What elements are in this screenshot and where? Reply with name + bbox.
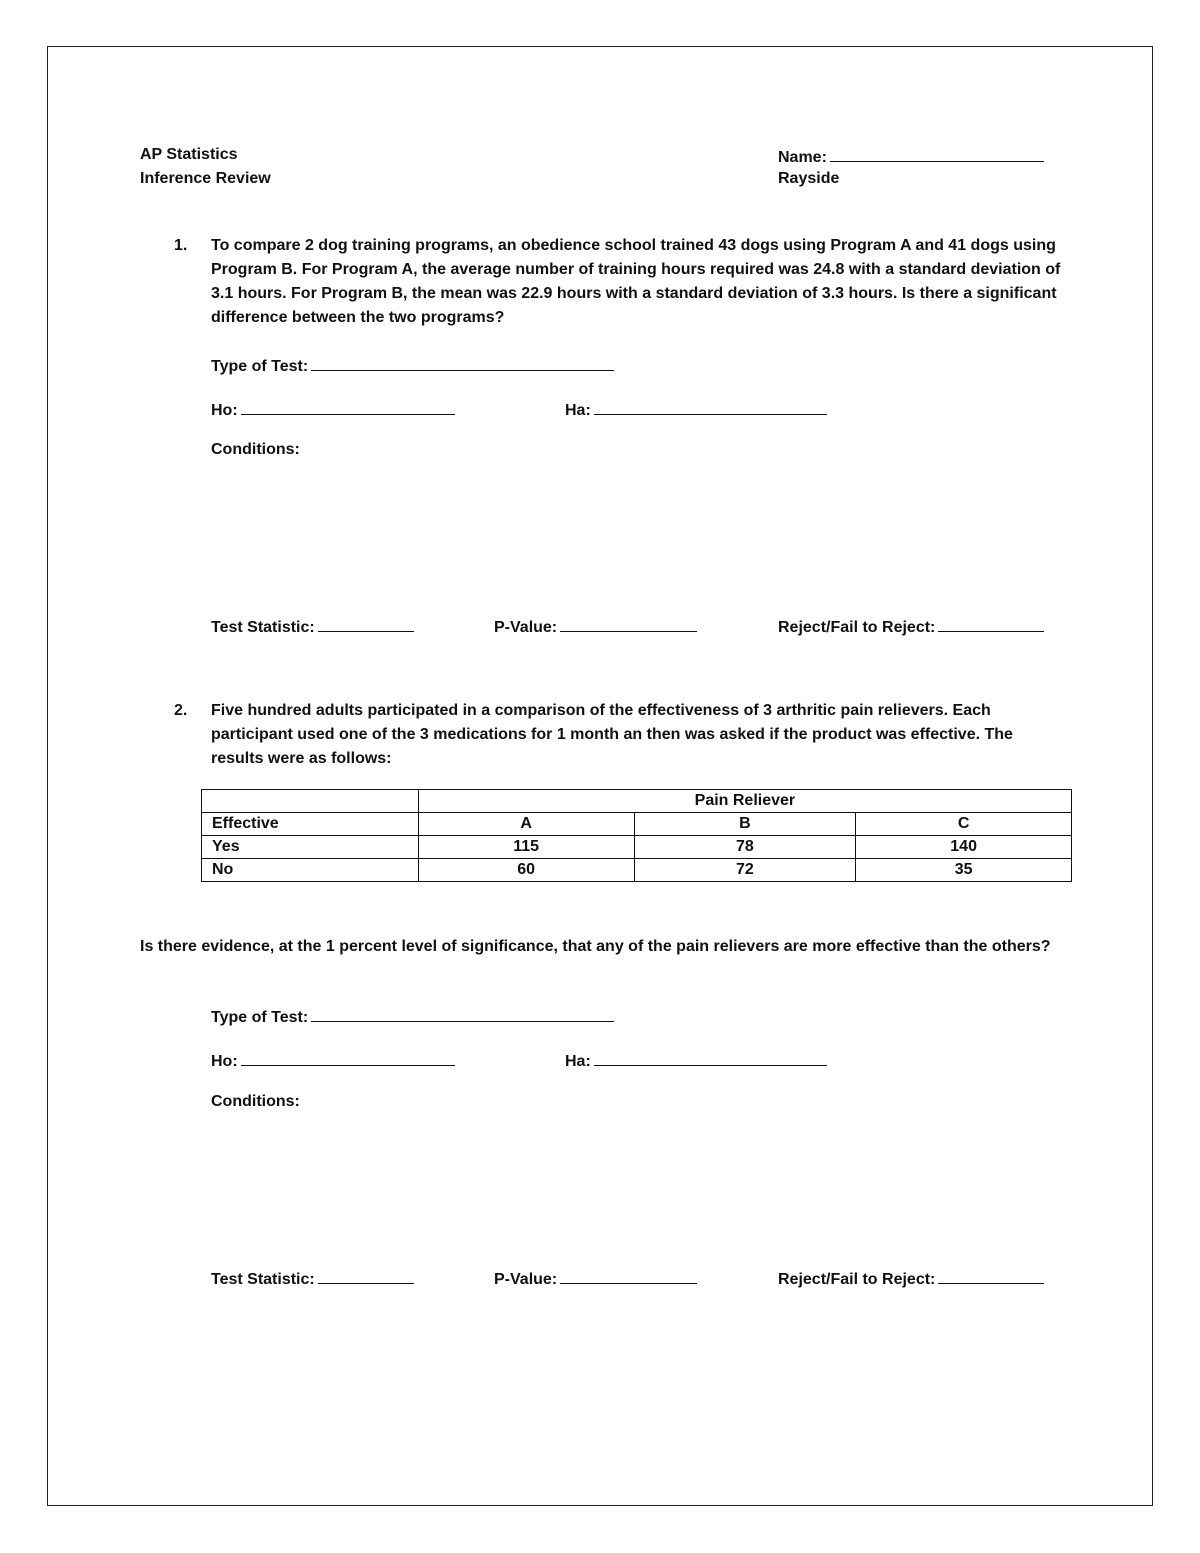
table-column-header: A [418,813,634,836]
table-cell: 115 [418,836,634,859]
q2-ho-label: Ho: [211,1053,238,1070]
table-cell: 140 [856,836,1072,859]
q2-conditions-label: Conditions: [211,1093,300,1110]
q1-p-value-field[interactable] [494,615,697,638]
q1-ha-field[interactable] [565,398,827,421]
pain-reliever-table [201,789,1072,882]
name-label: Name: [778,149,827,166]
table-row-label: No [202,859,419,882]
q2-p-value-label: P-Value: [494,1271,558,1288]
table-cell: 78 [634,836,856,859]
name-field[interactable] [778,145,1044,168]
q2-type-of-test-field[interactable] [211,1005,614,1028]
table-cell: 60 [418,859,634,882]
q2-type-of-test-blank[interactable] [311,1005,614,1022]
q2-ho-blank[interactable] [241,1049,455,1066]
q2-type-of-test-label: Type of Test: [211,1009,309,1026]
q2-test-statistic-field[interactable] [211,1267,414,1290]
q1-ha-label: Ha: [565,402,591,419]
q1-conditions-label: Conditions: [211,441,300,458]
table-row-label: Yes [202,836,419,859]
q1-type-of-test-label: Type of Test: [211,358,309,375]
q1-test-statistic-blank[interactable] [318,615,414,632]
q2-reject-field[interactable] [778,1267,1044,1290]
table-cell-empty [202,790,419,813]
table-group-header: Pain Reliever [418,790,1071,813]
q1-ho-field[interactable] [211,398,455,421]
table-cell: 35 [856,859,1072,882]
q1-ho-label: Ho: [211,402,238,419]
q2-p-value-field[interactable] [494,1267,697,1290]
table-row-header: Effective [202,813,419,836]
question-2-text: Five hundred adults participated in a comparison of the effectiveness of 3 arthritic pain relievers. Each participant used one of the 3 medications for 1 month an then was asked if the product was effective. The results were as follows: [211,702,1013,767]
q2-ha-label: Ha: [565,1053,591,1070]
q2-test-statistic-label: Test Statistic: [211,1271,315,1288]
table-row [202,836,1072,859]
q1-type-of-test-blank[interactable] [311,354,614,371]
table-row [202,813,1072,836]
table-row [202,859,1072,882]
table-column-header: B [634,813,856,836]
q1-ha-blank[interactable] [594,398,827,415]
q1-reject-blank[interactable] [938,615,1044,632]
table-column-header: C [856,813,1072,836]
course-title: AP Statistics [140,146,238,163]
name-blank[interactable] [830,145,1044,162]
q2-reject-label: Reject/Fail to Reject: [778,1271,936,1288]
question-1-number: 1. [174,237,188,254]
teacher-name: Rayside [778,170,840,187]
table-row [202,790,1072,813]
table-cell: 72 [634,859,856,882]
q1-p-value-label: P-Value: [494,619,558,636]
question-2-number: 2. [174,702,188,719]
question-2-prompt: Is there evidence, at the 1 percent level of significance, that any of the pain relievers are more effective than the others? [140,938,1051,955]
q1-ho-blank[interactable] [241,398,455,415]
q2-ha-field[interactable] [565,1049,827,1072]
q2-ha-blank[interactable] [594,1049,827,1066]
q1-reject-label: Reject/Fail to Reject: [778,619,936,636]
q1-test-statistic-field[interactable] [211,615,414,638]
question-1-text: To compare 2 dog training programs, an obedience school trained 43 dogs using Program A and 41 dogs using Program B. For Program A, the average number of training hours required was 24.8 with a standard deviation of 3.1 hours. For Program B, the mean was 22.9 hours with a standard deviation of 3.3 hours. Is there a significant difference between the two programs? [211,237,1061,326]
q2-p-value-blank[interactable] [560,1267,697,1284]
q2-test-statistic-blank[interactable] [318,1267,414,1284]
unit-title: Inference Review [140,170,271,187]
q1-p-value-blank[interactable] [560,615,697,632]
q1-reject-field[interactable] [778,615,1044,638]
q1-test-statistic-label: Test Statistic: [211,619,315,636]
q1-type-of-test-field[interactable] [211,354,614,377]
q2-reject-blank[interactable] [938,1267,1044,1284]
q2-ho-field[interactable] [211,1049,455,1072]
